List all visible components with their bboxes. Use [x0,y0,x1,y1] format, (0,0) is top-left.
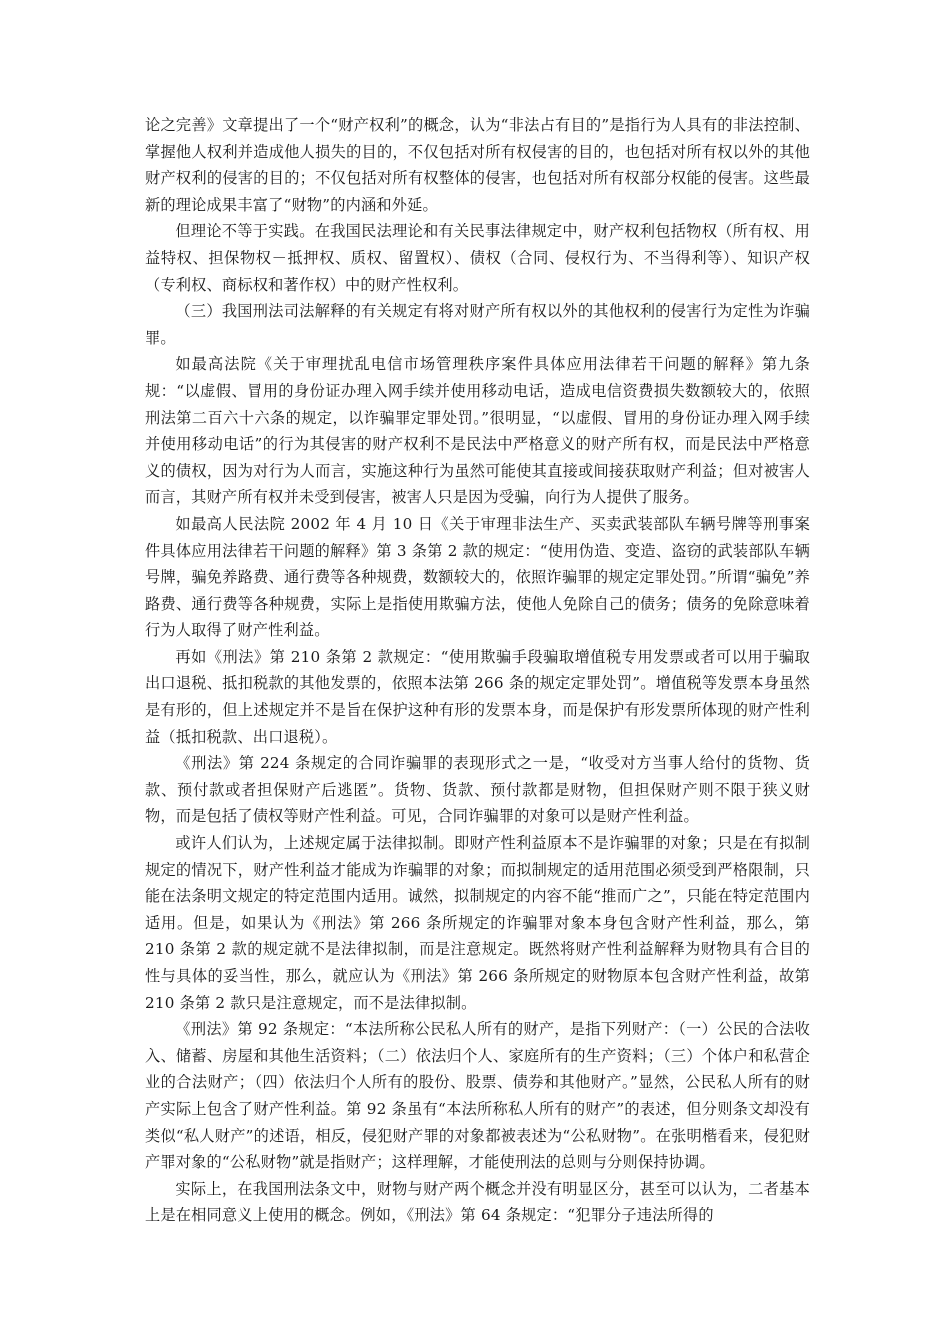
paragraph-article-92: 《刑法》第 92 条规定：“本法所称公民私人所有的财产，是指下列财产：（一）公民的合法收入、储蓄、房屋和其他生活资料；（二）依法归个人、家庭所有的生产资料；（三）个体户和私营企业的合法财产；（四）依法归个人所有的股份、股票、债券和其他财产。”显然，公民私人所有的财产实际上包含了财产性利益。第 92 条虽有“本法所称私人所有的财产”的表述，但分则条文却没有类似“私人财产”的述语，相反，侵犯财产罪的对象都被表述为“公私财物”。在张明楷看来，侵犯财产罪对象的“公私财物”就是指财产；这样理解，才能使刑法的总则与分则保持协调。 [145,1020,810,1172]
paragraph-telecom-interpretation: 如最高法院《关于审理扰乱电信市场管理秩序案件具体应用法律若干问题的解释》第九条规：“以虚假、冒用的身份证办理入网手续并使用移动电话，造成电信资费损失数额较大的，依照刑法第二百六十六条的规定，以诈骗罪定罪处罚。”很明显，“以虚假、冒用的身份证办理入网手续并使用移动电话”的行为其侵害的财产权利不是民法中严格意义的财产所有权，而是民法中严格意义的债权，因为对行为人而言，实施这种行为虽然可能使其直接或间接获取财产利益；但对被害人而言，其财产所有权并未受到侵害，被害人只是因为受骗，向行为人提供了服务。 [145,355,810,507]
document-body [145,112,810,1229]
paragraph-legal-fiction: 或许人们认为，上述规定属于法律拟制。即财产性利益原本不是诈骗罪的对象；只是在有拟制规定的情况下，财产性利益才能成为诈骗罪的对象；而拟制规定的适用范围必须受到严格限制，只能在法条明文规定的特定范围内适用。诚然，拟制规定的内容不能“推而广之”，只能在特定范围内适用。但是，如果认为《刑法》第 266 条所规定的诈骗罪对象本身包含财产性利益，那么，第 210 条第 2 款的规定就不是法律拟制，而是注意规定。既然将财产性利益解释为财物具有合目的性与具体的妥当性，那么，就应认为《刑法》第 266 条所规定的财物原本包含财产性利益，故第 210 条第 2 款只是注意规定，而不是法律拟制。 [145,834,810,1012]
paragraph-property-rights: 但理论不等于实践。在我国民法理论和有关民事法律规定中，财产权利包括物权（所有权、用益特权、担保物权－抵押权、质权、留置权）、债权（合同、侵权行为、不当得利等）、知识产权（专利权、商标权和著作权）中的财产性权利。 [145,222,810,294]
paragraph-article-64: 实际上，在我国刑法条文中，财物与财产两个概念并没有明显区分，甚至可以认为，二者基本上是在相同意义上使用的概念。例如，《刑法》第 64 条规定：“犯罪分子违法所得的 [145,1179,810,1225]
paragraph-vehicle-plate-interpretation: 如最高人民法院 2002 年 4 月 10 日《关于审理非法生产、买卖武装部队车辆号牌等刑事案件具体应用法律若干问题的解释》第 3 条第 2 款的规定：“使用伪造、变造、盗窃的武装部队车辆号牌，骗免养路费、通行费等各种规费，数额较大的，依照诈骗罪的规定定罪处罚。”所谓“骗免”养路费、通行费等各种规费，实际上是指使用欺骗方法，使他人免除自己的债务；债务的免除意味着行为人取得了财产性利益。 [145,514,810,640]
paragraph-section-three-heading: （三）我国刑法司法解释的有关规定有将对财产所有权以外的其他权利的侵害行为定性为诈骗罪。 [145,302,810,347]
paragraph-article-224: 《刑法》第 224 条规定的合同诈骗罪的表现形式之一是，“收受对方当事人给付的货物、货款、预付款或者担保财产后逃匿”。货物、货款、预付款都是财物，但担保财产则不限于狭义财物，而是包括了债权等财产性利益。可见，合同诈骗罪的对象可以是财产性利益。 [145,754,810,826]
paragraph-continued: 论之完善》文章提出了一个“财产权利”的概念，认为“非法占有目的”是指行为人具有的非法控制、掌握他人权利并造成他人损失的目的，不仅包括对所有权侵害的目的，也包括对所有权以外的其他财产权利的侵害的目的；不仅包括对所有权整体的侵害，也包括对所有权部分权能的侵害。这些最新的理论成果丰富了“财物”的内涵和外延。 [145,116,810,214]
paragraph-article-210: 再如《刑法》第 210 条第 2 款规定：“使用欺骗手段骗取增值税专用发票或者可以用于骗取出口退税、抵扣税款的其他发票的，依照本法第 266 条的规定定罪处罚”。增值税等发票本身虽然是有形的，但上述规定并不是旨在保护这种有形的发票本身，而是保护有形发票所体现的财产性利益（抵扣税款、出口退税）。 [145,647,810,746]
